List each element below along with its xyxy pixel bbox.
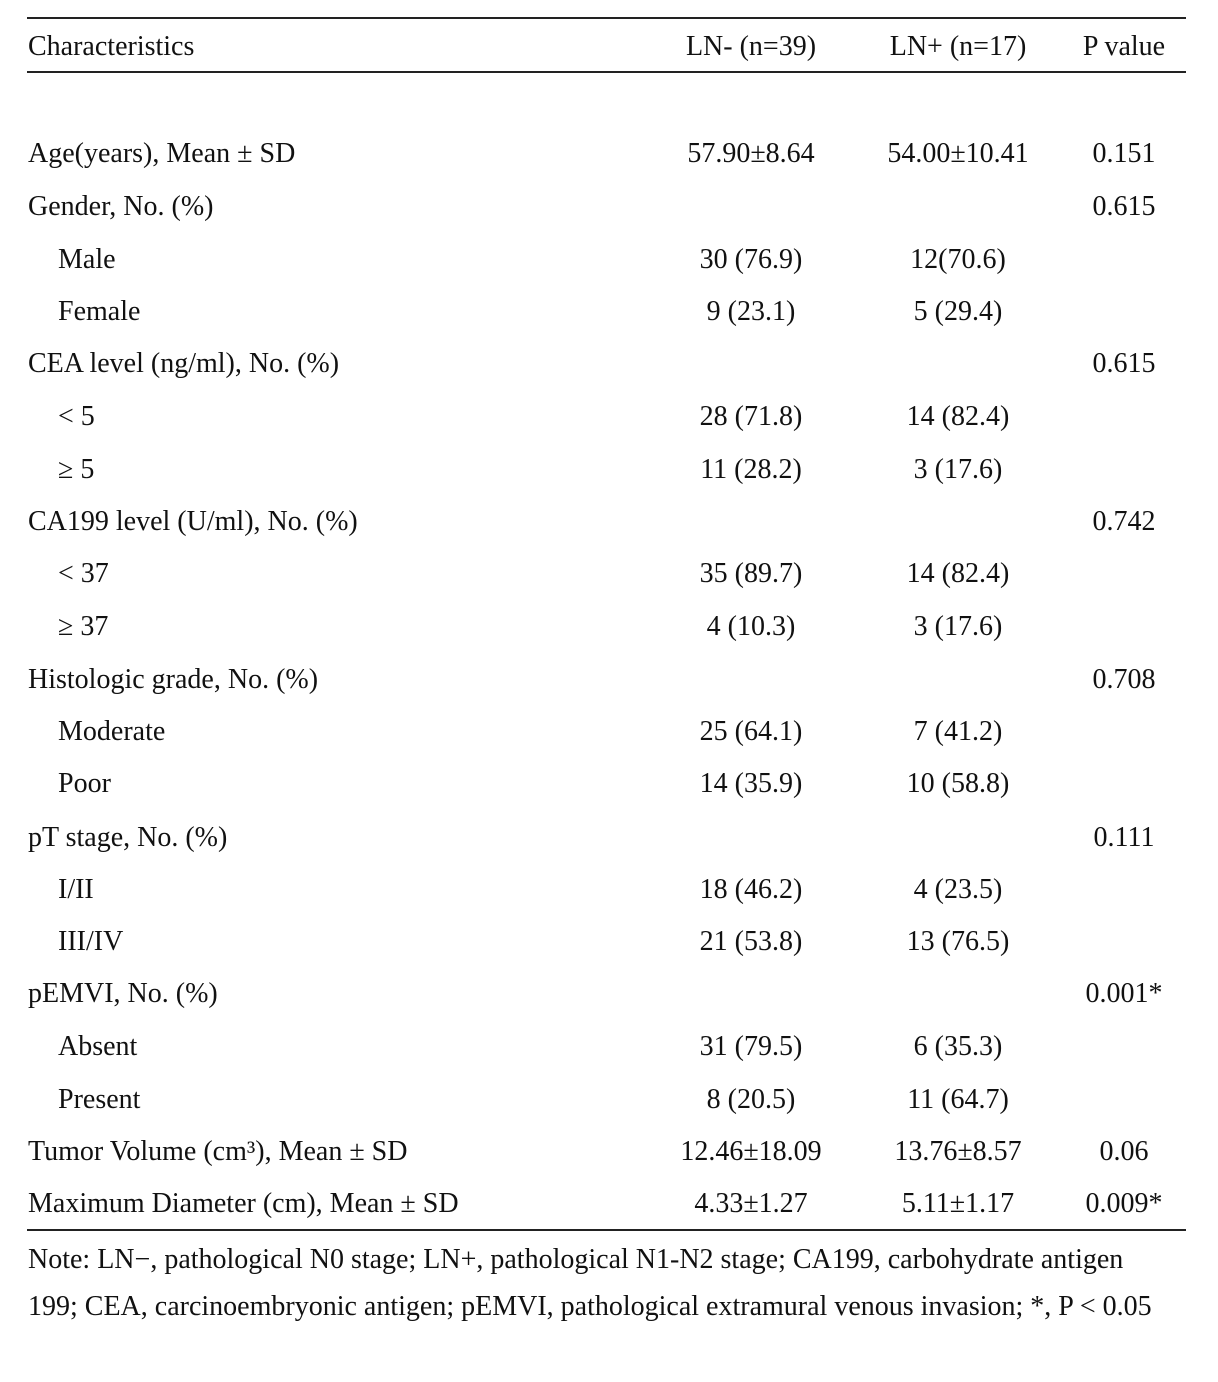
row-ln-neg-value: 14 (35.9): [699, 768, 803, 799]
row-label: Gender, No. (%): [28, 191, 214, 222]
table-header-rule: [27, 71, 1186, 73]
table-top-rule: [27, 17, 1186, 19]
row-ln-pos-value: 3 (17.6): [913, 454, 1003, 485]
header-ln-pos: LN+ (n=17): [889, 31, 1027, 62]
table-row: [0, 922, 1218, 962]
row-p-value: 0.742: [1092, 506, 1156, 537]
header-p-value: P value: [1082, 31, 1166, 62]
row-label: < 5: [58, 401, 95, 432]
row-p-value: 0.708: [1092, 664, 1156, 695]
row-ln-pos-value: 6 (35.3): [913, 1031, 1003, 1062]
row-ln-pos-value: 5.11±1.17: [901, 1188, 1015, 1219]
table-row: [0, 1184, 1218, 1224]
row-ln-pos-value: 5 (29.4): [913, 296, 1003, 327]
row-ln-neg-value: 30 (76.9): [699, 244, 803, 275]
row-label: Tumor Volume (cm³), Mean ± SD: [28, 1136, 408, 1167]
row-label: I/II: [58, 874, 94, 905]
row-p-value: 0.06: [1099, 1136, 1149, 1167]
row-label: pEMVI, No. (%): [28, 978, 218, 1009]
table-row: [0, 344, 1218, 384]
table-row: [0, 1080, 1218, 1120]
table-row: [0, 870, 1218, 910]
row-ln-pos-value: 4 (23.5): [913, 874, 1003, 905]
table-row: [0, 764, 1218, 804]
row-ln-pos-value: 11 (64.7): [907, 1084, 1009, 1115]
row-ln-neg-value: 4 (10.3): [706, 611, 796, 642]
row-p-value: 0.615: [1092, 191, 1156, 222]
row-label: Male: [58, 244, 116, 275]
row-ln-neg-value: 21 (53.8): [699, 926, 803, 957]
table-row: [0, 292, 1218, 332]
row-ln-neg-value: 28 (71.8): [699, 401, 803, 432]
row-p-value: 0.001*: [1085, 978, 1163, 1009]
row-label: Maximum Diameter (cm), Mean ± SD: [28, 1188, 459, 1219]
table-row: [0, 450, 1218, 490]
row-ln-pos-value: 54.00±10.41: [887, 138, 1029, 169]
row-label: CA199 level (U/ml), No. (%): [28, 506, 358, 537]
row-ln-pos-value: 12(70.6): [910, 244, 1006, 275]
table-row: [0, 1027, 1218, 1067]
table-row: [0, 1132, 1218, 1172]
header-ln-neg: LN- (n=39): [685, 31, 817, 62]
row-p-value: 0.151: [1092, 138, 1156, 169]
row-ln-neg-value: 8 (20.5): [706, 1084, 796, 1115]
row-label: Present: [58, 1084, 141, 1115]
table-row: [0, 502, 1218, 542]
table-row: [0, 240, 1218, 280]
row-label: Absent: [58, 1031, 138, 1062]
row-label: Female: [58, 296, 141, 327]
table-row: [0, 134, 1218, 174]
row-p-value: 0.009*: [1085, 1188, 1163, 1219]
row-p-value: 0.111: [1093, 822, 1155, 853]
row-label: ≥ 37: [58, 611, 109, 642]
table-row: [0, 974, 1218, 1014]
row-ln-pos-value: 7 (41.2): [913, 716, 1003, 747]
row-label: pT stage, No. (%): [28, 822, 228, 853]
row-ln-neg-value: 35 (89.7): [699, 558, 803, 589]
row-label: Histologic grade, No. (%): [28, 664, 319, 695]
row-label: CEA level (ng/ml), No. (%): [28, 348, 340, 379]
row-label: III/IV: [58, 926, 124, 957]
table-row: [0, 818, 1218, 858]
row-ln-pos-value: 10 (58.8): [906, 768, 1010, 799]
table-row: [0, 607, 1218, 647]
row-ln-neg-value: 9 (23.1): [706, 296, 796, 327]
row-ln-pos-value: 13.76±8.57: [894, 1136, 1022, 1167]
row-label: < 37: [58, 558, 109, 589]
row-ln-pos-value: 13 (76.5): [906, 926, 1010, 957]
row-ln-pos-value: 14 (82.4): [906, 558, 1010, 589]
table-bottom-rule: [27, 1229, 1186, 1231]
row-p-value: 0.615: [1092, 348, 1156, 379]
table-row: [0, 187, 1218, 227]
header-characteristics: Characteristics: [28, 31, 195, 62]
row-ln-pos-value: 14 (82.4): [906, 401, 1010, 432]
row-label: ≥ 5: [58, 454, 95, 485]
row-label: Poor: [58, 768, 111, 799]
row-ln-neg-value: 18 (46.2): [699, 874, 803, 905]
row-ln-neg-value: 25 (64.1): [699, 716, 803, 747]
row-label: Moderate: [58, 716, 166, 747]
row-ln-neg-value: 57.90±8.64: [687, 138, 815, 169]
row-ln-neg-value: 31 (79.5): [699, 1031, 803, 1062]
table-row: [0, 712, 1218, 752]
row-ln-neg-value: 12.46±18.09: [680, 1136, 822, 1167]
table-footnote: Note: LN−, pathological N0 stage; LN+, pathological N1-N2 stage; CA199, carbohydrate antigen 199; CEA, carcinoembryonic antigen; pEMVI, pathological extramural venous invasion; *, P < 0.05: [28, 1244, 1152, 1322]
table-row: [0, 397, 1218, 437]
row-ln-neg-value: 11 (28.2): [700, 454, 802, 485]
row-ln-pos-value: 3 (17.6): [913, 611, 1003, 642]
table-row: [0, 554, 1218, 594]
table-header-row: [0, 27, 1218, 67]
row-label: Age(years), Mean ± SD: [28, 138, 296, 169]
table-row: [0, 660, 1218, 700]
row-ln-neg-value: 4.33±1.27: [694, 1188, 808, 1219]
